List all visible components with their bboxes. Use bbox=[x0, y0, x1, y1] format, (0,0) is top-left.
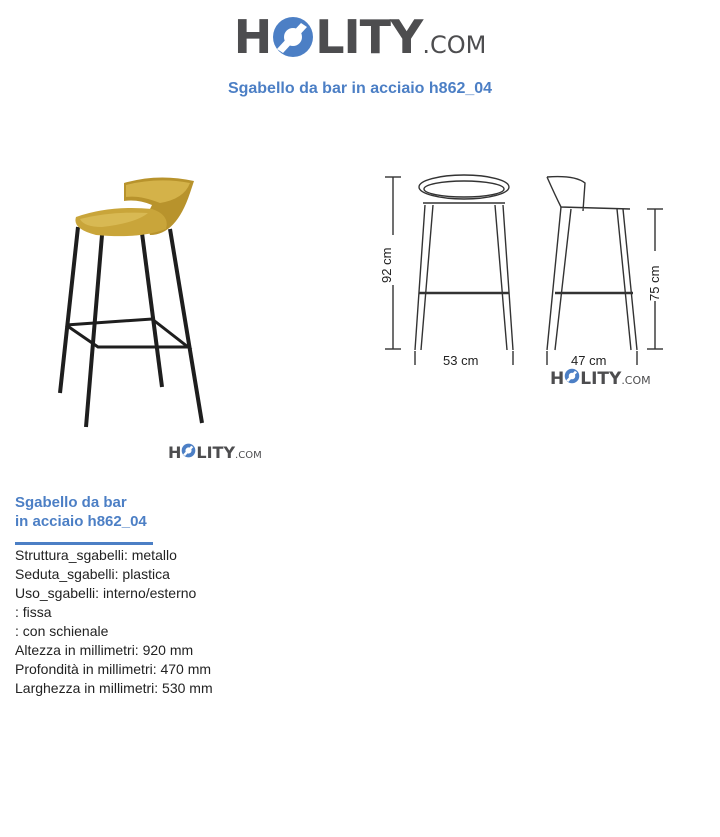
brand-logo[interactable] bbox=[0, 10, 720, 64]
title-divider bbox=[15, 542, 153, 545]
product-name-line1: Sgabello da bar bbox=[15, 494, 127, 511]
spec-list bbox=[15, 546, 213, 698]
product-photo[interactable] bbox=[40, 165, 280, 465]
spec-item: : fissa bbox=[15, 604, 52, 620]
logo-o-icon bbox=[271, 15, 315, 59]
page-title: Sgabello da bar in acciaio h862_04 bbox=[227, 80, 493, 97]
brand-logo-wordmark bbox=[234, 10, 487, 64]
stool-illustration bbox=[40, 165, 280, 465]
logo-o-icon bbox=[564, 368, 580, 384]
dimension-seat-height-label: 75 cm bbox=[647, 265, 662, 301]
logo-letters: LITY bbox=[315, 10, 423, 64]
product-name bbox=[15, 493, 147, 531]
spec-item: Profondità in millimetri: 470 mm bbox=[15, 661, 212, 677]
logo-domain: .COM bbox=[422, 31, 487, 59]
spec-item: : con schienale bbox=[15, 623, 109, 639]
logo-letter-h: H bbox=[233, 10, 272, 64]
spec-item: Altezza in millimetri: 920 mm bbox=[15, 642, 194, 658]
spec-item: Struttura_sgabelli: metallo bbox=[15, 547, 177, 563]
dimension-height-label: 92 cm bbox=[379, 247, 394, 283]
spec-item: Uso_sgabelli: interno/esterno bbox=[15, 585, 197, 601]
spec-item: Seduta_sgabelli: plastica bbox=[15, 566, 170, 582]
dimension-width-label: 53 cm bbox=[443, 353, 479, 368]
dimension-drawing[interactable] bbox=[375, 165, 685, 395]
diagram-watermark-logo: H LITY .COM bbox=[550, 369, 651, 389]
dimension-depth-label: 47 cm bbox=[571, 353, 607, 368]
product-name-line2: in acciaio h862_04 bbox=[15, 513, 147, 530]
logo-o-icon bbox=[181, 443, 196, 458]
technical-drawing bbox=[375, 165, 685, 395]
photo-watermark-logo: H LITY .COM bbox=[168, 443, 262, 462]
spec-item: Larghezza in millimetri: 530 mm bbox=[15, 680, 213, 696]
